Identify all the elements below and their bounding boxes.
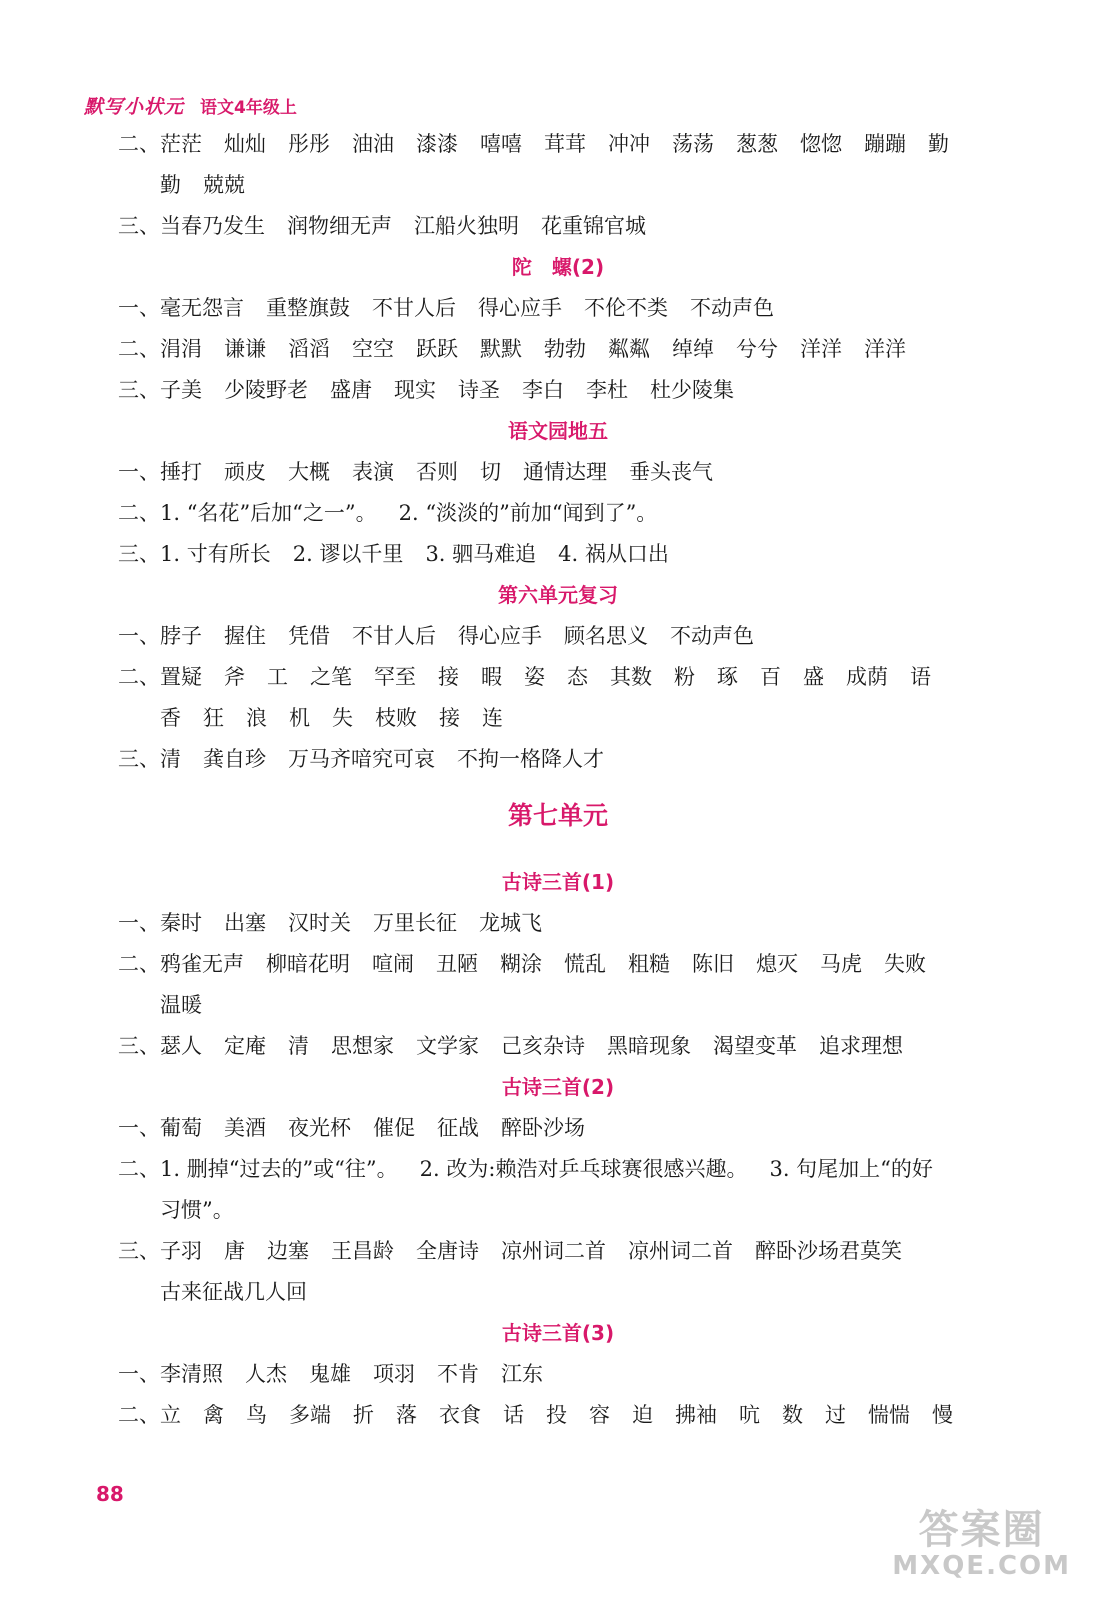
answer-word: 琢 (717, 665, 738, 689)
answer-word: 空空 (352, 337, 394, 361)
answer-line (118, 493, 1018, 534)
answer-line (118, 903, 1018, 944)
answer-line (118, 616, 1018, 657)
answer-line (118, 1108, 1018, 1149)
answer-word: 勃勃 (544, 337, 586, 361)
answer-word: 三、1. 寸有所长 (118, 542, 271, 566)
answer-line (118, 329, 1018, 370)
answer-line (118, 1026, 1018, 1067)
answer-word: 默默 (480, 337, 522, 361)
answer-word: 醉卧沙场君莫笑 (755, 1239, 902, 1263)
answer-word: 拂袖 (675, 1403, 717, 1427)
answer-word: 二、1. 删掉“过去的”或“往”。 (118, 1157, 398, 1181)
answer-word: 边塞 (267, 1239, 309, 1263)
answer-word: 姿 (524, 665, 545, 689)
section-title: 古诗三首(3) (501, 1321, 615, 1345)
answer-word: 花重锦官城 (541, 214, 646, 238)
answer-word: 不拘一格降人才 (457, 747, 604, 771)
section-title: 古诗三首(2) (501, 1075, 615, 1099)
book-brand: 默写小状元 (84, 96, 185, 118)
answer-word: 过 (825, 1403, 846, 1427)
answer-word: 之笔 (310, 665, 352, 689)
answer-word: 龚自珍 (203, 747, 266, 771)
answer-word: 二、1. “名花”后加“之一”。 (118, 501, 377, 525)
answer-content (118, 124, 1018, 1436)
book-subtitle: 语文4年级上 (200, 98, 297, 118)
answer-word: 4. 祸从口出 (558, 542, 669, 566)
answer-word: 喧闹 (372, 952, 414, 976)
answer-word: 二、立 (118, 1403, 181, 1427)
answer-word: 慌乱 (564, 952, 606, 976)
answer-word: 顽皮 (224, 460, 266, 484)
answer-word: 2. “淡淡的”前加“闻到了”。 (398, 501, 658, 525)
answer-word: 其数 (610, 665, 652, 689)
answer-word: 枝败 (375, 706, 417, 730)
answer-word: 3. 驷马难追 (425, 542, 537, 566)
section-title: 陀 螺(2) (511, 255, 605, 279)
answer-word: 茸茸 (544, 132, 586, 156)
answer-word: 一、脖子 (118, 624, 202, 648)
answer-word: 洋洋 (800, 337, 842, 361)
answer-word: 粗糙 (628, 952, 670, 976)
answer-word: 语 (910, 665, 931, 689)
answer-word: 暇 (481, 665, 502, 689)
answer-word: 鸟 (246, 1403, 267, 1427)
answer-word: 润物细无声 (287, 214, 392, 238)
answer-word: 漆漆 (416, 132, 458, 156)
answer-word: 惴惴 (868, 1403, 910, 1427)
answer-word: 二、茫茫 (118, 132, 202, 156)
answer-word: 三、当春乃发生 (118, 214, 265, 238)
answer-word: 狂 (203, 706, 224, 730)
answer-line (118, 1149, 1018, 1190)
answer-word: 一、葡萄 (118, 1116, 202, 1140)
answer-word: 折 (353, 1403, 374, 1427)
answer-word: 不伦不类 (584, 296, 668, 320)
answer-line (118, 124, 1018, 165)
answer-word: 衣食 (439, 1403, 481, 1427)
answer-word: 夜光杯 (288, 1116, 351, 1140)
section-title: 语文园地五 (508, 419, 608, 443)
answer-word: 顾名思义 (564, 624, 648, 648)
answer-word: 粉 (674, 665, 695, 689)
answer-word: 全唐诗 (416, 1239, 479, 1263)
answer-word: 陈旧 (692, 952, 734, 976)
answer-word: 2. 改为:赖浩对乒乓球赛很感兴趣。 (419, 1157, 748, 1181)
answer-line (118, 534, 1018, 575)
answer-line (118, 206, 1018, 247)
answer-word: 多端 (289, 1403, 331, 1427)
answer-word: 数 (782, 1403, 803, 1427)
answer-word: 3. 句尾加上“的好 (769, 1157, 933, 1181)
answer-line-continued (118, 985, 1018, 1026)
unit-title: 第七单元 (507, 801, 608, 830)
answer-word: 不动声色 (690, 296, 774, 320)
answer-word: 斧 (224, 665, 245, 689)
answer-line-continued (118, 165, 1018, 206)
answer-line (118, 452, 1018, 493)
answer-word: 征战 (437, 1116, 479, 1140)
answer-word: 机 (289, 706, 310, 730)
page-number: 88 (96, 1482, 124, 1506)
answer-word: 谦谦 (224, 337, 266, 361)
answer-word: 表演 (352, 460, 394, 484)
answer-word: 勤 (928, 132, 949, 156)
answer-word: 渴望变革 (713, 1034, 797, 1058)
answer-line-continued (118, 1272, 1018, 1313)
answer-word: 话 (503, 1403, 524, 1427)
answer-line (118, 370, 1018, 411)
answer-word: 江船火独明 (414, 214, 519, 238)
answer-word: 绰绰 (672, 337, 714, 361)
answer-word: 唐 (224, 1239, 245, 1263)
answer-word: 清 (288, 1034, 309, 1058)
answer-line-continued (118, 698, 1018, 739)
answer-word: 垂头丧气 (629, 460, 713, 484)
answer-word: 诗圣 (458, 378, 500, 402)
answer-word: 2. 谬以千里 (292, 542, 404, 566)
answer-word: 出塞 (224, 911, 266, 935)
answer-line (118, 739, 1018, 780)
answer-word: 催促 (373, 1116, 415, 1140)
answer-word: 惚惚 (800, 132, 842, 156)
answer-word: 滔滔 (288, 337, 330, 361)
answer-word: 追求理想 (819, 1034, 903, 1058)
answer-word: 盛 (803, 665, 824, 689)
answer-word: 失 (332, 706, 353, 730)
answer-word: 江东 (501, 1362, 543, 1386)
answer-word: 定庵 (224, 1034, 266, 1058)
answer-word: 大概 (288, 460, 330, 484)
running-header (84, 92, 297, 119)
answer-line (118, 1231, 1018, 1272)
answer-word: 香 (160, 706, 181, 730)
answer-word: 少陵野老 (224, 378, 308, 402)
answer-word: 连 (482, 706, 503, 730)
section-title: 第六单元复习 (498, 583, 618, 607)
answer-word: 三、瑟人 (118, 1034, 202, 1058)
answer-word: 迫 (632, 1403, 653, 1427)
answer-word: 二、涓涓 (118, 337, 202, 361)
answer-word: 凉州词二首 (501, 1239, 606, 1263)
answer-word: 汉时关 (288, 911, 351, 935)
answer-word: 接 (438, 665, 459, 689)
answer-word: 得心应手 (478, 296, 562, 320)
answer-line-continued (118, 1190, 1018, 1231)
answer-word: 油油 (352, 132, 394, 156)
answer-word: 否则 (416, 460, 458, 484)
answer-word: 一、毫无怨言 (118, 296, 244, 320)
answer-word: 粼粼 (608, 337, 650, 361)
answer-line (118, 1354, 1018, 1395)
answer-word: 一、秦时 (118, 911, 202, 935)
answer-word: 熄灭 (756, 952, 798, 976)
answer-word: 冲冲 (608, 132, 650, 156)
answer-word: 吭 (739, 1403, 760, 1427)
answer-word: 落 (396, 1403, 417, 1427)
answer-word: 彤彤 (288, 132, 330, 156)
answer-word: 文学家 (416, 1034, 479, 1058)
answer-word: 三、子羽 (118, 1239, 202, 1263)
answer-word: 李白 (522, 378, 564, 402)
answer-word: 百 (760, 665, 781, 689)
answer-line (118, 944, 1018, 985)
answer-word: 二、置疑 (118, 665, 202, 689)
answer-word: 鬼雄 (309, 1362, 351, 1386)
answer-word: 柳暗花明 (266, 952, 350, 976)
answer-word: 通情达理 (523, 460, 607, 484)
answer-word: 李杜 (586, 378, 628, 402)
answer-word: 洋洋 (864, 337, 906, 361)
answer-word: 温暖 (160, 993, 202, 1017)
answer-word: 醉卧沙场 (501, 1116, 585, 1140)
answer-word: 习惯”。 (160, 1198, 234, 1222)
watermark-url: MXQE.COM (892, 1551, 1071, 1581)
section-title: 古诗三首(1) (501, 870, 615, 894)
answer-word: 失败 (884, 952, 926, 976)
answer-word: 万里长征 (373, 911, 457, 935)
answer-word: 成荫 (846, 665, 888, 689)
answer-word: 得心应手 (458, 624, 542, 648)
answer-word: 三、子美 (118, 378, 202, 402)
answer-word: 马虎 (820, 952, 862, 976)
answer-word: 容 (589, 1403, 610, 1427)
answer-word: 项羽 (373, 1362, 415, 1386)
answer-word: 王昌龄 (331, 1239, 394, 1263)
answer-word: 不甘人后 (352, 624, 436, 648)
answer-word: 不甘人后 (372, 296, 456, 320)
answer-word: 美酒 (224, 1116, 266, 1140)
answer-word: 切 (480, 460, 501, 484)
answer-line (118, 1395, 1018, 1436)
answer-word: 一、捶打 (118, 460, 202, 484)
answer-word: 糊涂 (500, 952, 542, 976)
watermark-title: 答案圈 (918, 1507, 1045, 1553)
answer-word: 黑暗现象 (607, 1034, 691, 1058)
answer-word: 慢 (932, 1403, 953, 1427)
answer-word: 思想家 (331, 1034, 394, 1058)
answer-word: 凉州词二首 (628, 1239, 733, 1263)
answer-word: 葱葱 (736, 132, 778, 156)
answer-line (118, 657, 1018, 698)
answer-word: 一、李清照 (118, 1362, 223, 1386)
answer-word: 投 (546, 1403, 567, 1427)
answer-word: 浪 (246, 706, 267, 730)
answer-word: 现实 (394, 378, 436, 402)
answer-word: 不动声色 (670, 624, 754, 648)
answer-word: 灿灿 (224, 132, 266, 156)
answer-word: 重整旗鼓 (266, 296, 350, 320)
answer-word: 兮兮 (736, 337, 778, 361)
answer-word: 丑陋 (436, 952, 478, 976)
answer-word: 罕至 (374, 665, 416, 689)
answer-word: 杜少陵集 (650, 378, 734, 402)
answer-word: 二、鸦雀无声 (118, 952, 244, 976)
answer-line (118, 288, 1018, 329)
spacer (118, 842, 1018, 862)
answer-word: 兢兢 (203, 173, 245, 197)
answer-word: 嘻嘻 (480, 132, 522, 156)
answer-word: 握住 (224, 624, 266, 648)
answer-word: 接 (439, 706, 460, 730)
answer-word: 工 (267, 665, 288, 689)
answer-word: 跃跃 (416, 337, 458, 361)
answer-word: 不肯 (437, 1362, 479, 1386)
answer-word: 古来征战几人回 (160, 1280, 307, 1304)
answer-word: 勤 (160, 173, 181, 197)
answer-word: 人杰 (245, 1362, 287, 1386)
watermark-logo (892, 1508, 1071, 1580)
answer-word: 荡荡 (672, 132, 714, 156)
answer-word: 龙城飞 (479, 911, 542, 935)
answer-word: 三、清 (118, 747, 181, 771)
answer-word: 万马齐喑究可哀 (288, 747, 435, 771)
answer-word: 蹦蹦 (864, 132, 906, 156)
answer-word: 凭借 (288, 624, 330, 648)
answer-word: 己亥杂诗 (501, 1034, 585, 1058)
answer-word: 盛唐 (330, 378, 372, 402)
answer-word: 禽 (203, 1403, 224, 1427)
answer-word: 态 (567, 665, 588, 689)
